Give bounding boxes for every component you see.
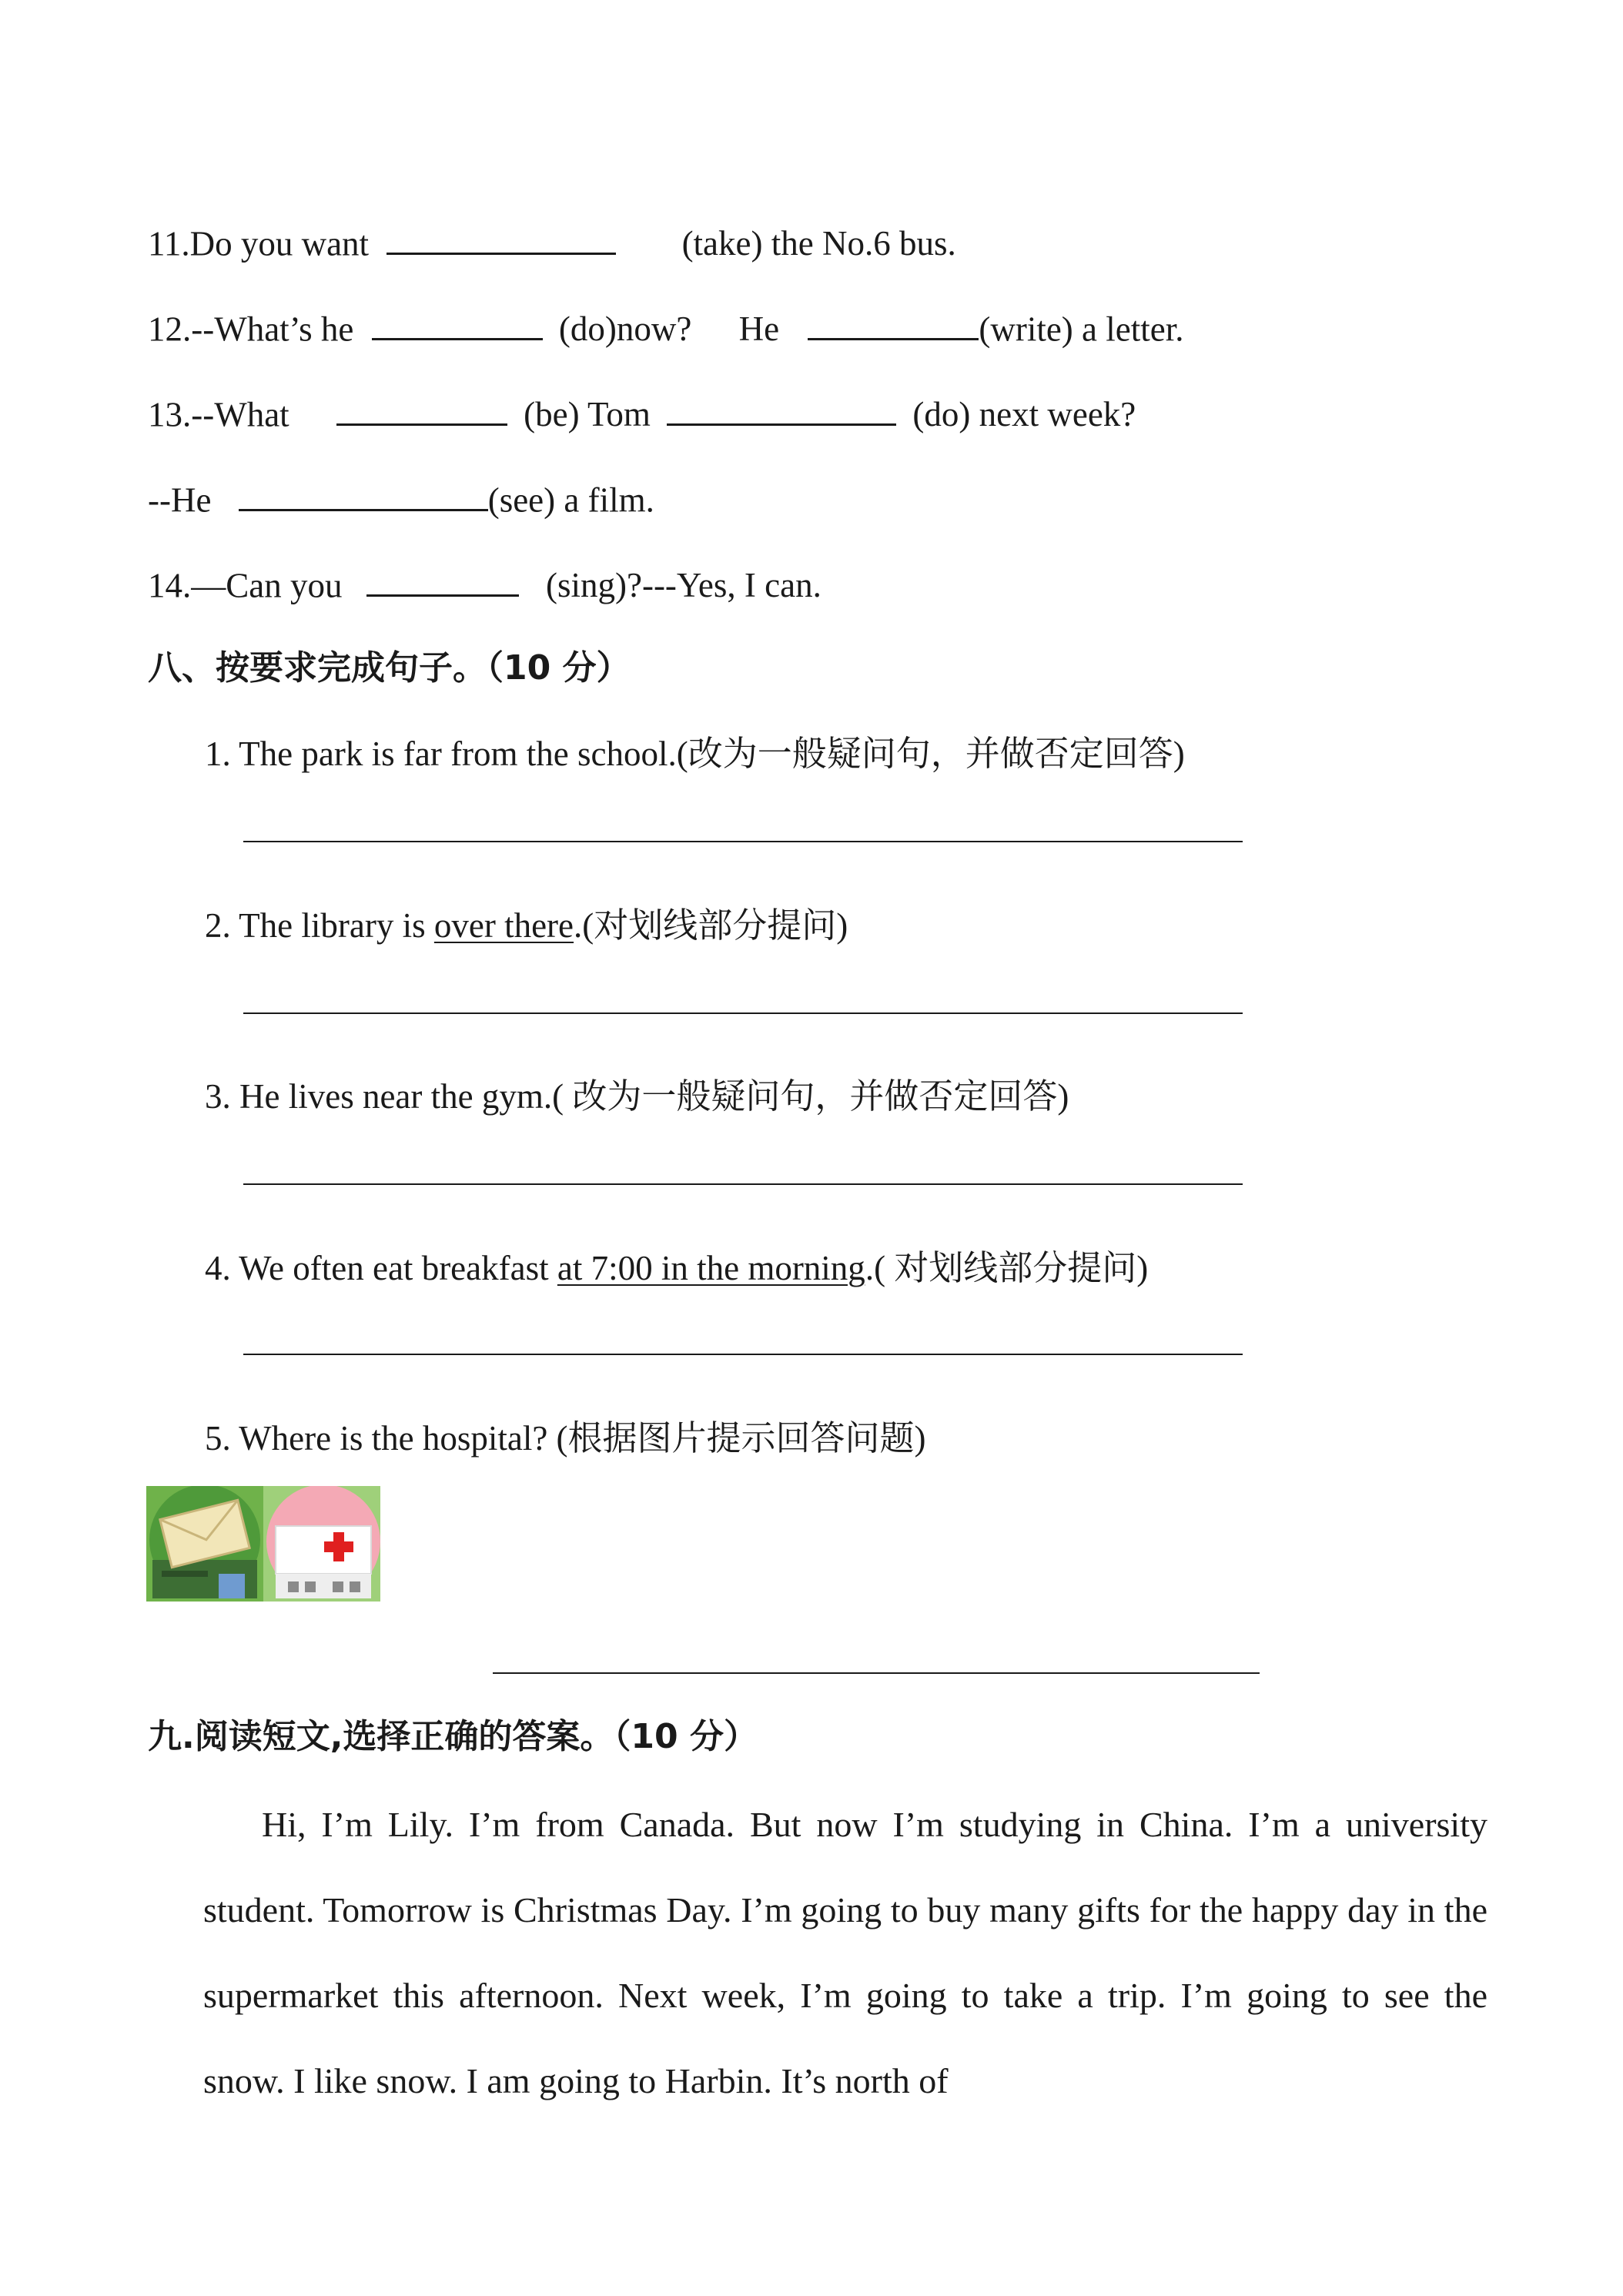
question-13-answer [148, 480, 654, 520]
q13b-text-b: (see) a film. [487, 480, 654, 520]
s8-item-4 [205, 1251, 1148, 1286]
s8-item-1-text: 1. The park is far from the school.(改为一般疑问句，并做否定回答) [205, 735, 1185, 773]
s8-item-2-text: 2. The library is [205, 906, 434, 945]
q13b-text-a: --He [148, 480, 212, 520]
s8-item-5-text: 5. Where is the hospital? (根据图片提示回答问题) [205, 1419, 926, 1458]
section-9-heading: 九.阅读短文,选择正确的答案。（10 分） [148, 1717, 758, 1756]
s8-item-2-underlined: over there [433, 906, 574, 945]
q11-blank[interactable] [387, 223, 616, 255]
s8-item-5 [205, 1421, 926, 1456]
s8-item-3 [205, 1079, 1069, 1114]
map-hint-image [146, 1486, 380, 1602]
s8-item-3-text: 3. He lives near the gym.( 改为一般疑问句，并做否定回答) [205, 1077, 1069, 1116]
post-office-door [219, 1574, 245, 1598]
q13-blank-1[interactable] [336, 394, 507, 426]
q12-text-a: 12.--What’s he [148, 310, 354, 349]
s8-answer-line-3[interactable] [243, 1183, 1243, 1185]
s8-answer-line-1[interactable] [243, 841, 1243, 842]
s8-item-4-text: 4. We often eat breakfast [205, 1249, 557, 1287]
q13-blank-2[interactable] [667, 394, 896, 426]
s8-item-4-underlined: at 7:00 in the morning [557, 1249, 865, 1287]
s8-item-2 [205, 906, 848, 945]
question-12 [148, 309, 1184, 349]
q11-text-a: 11.Do you want [148, 224, 370, 263]
q12-text-d: (write) a letter. [979, 310, 1184, 349]
q12-text-c: He [738, 310, 780, 349]
s8-answer-line-2[interactable] [243, 1012, 1243, 1014]
q13-text-b: (be) Tom [524, 395, 651, 434]
s8-item-1 [205, 737, 1185, 771]
hospital-building [276, 1526, 371, 1574]
q12-blank-2[interactable] [808, 309, 979, 340]
q12-text-b: (do)now? [558, 310, 692, 349]
post-office-hospital-picture [146, 1486, 380, 1602]
q13-text-a: 13.--What [148, 395, 289, 434]
q14-text-b: (sing)?---Yes, I can. [546, 566, 822, 605]
q13-text-c: (do) next week? [912, 395, 1136, 434]
q12-blank-1[interactable] [372, 309, 543, 340]
s8-item-4-text-post: .( 对划线部分提问) [865, 1249, 1149, 1287]
question-14 [148, 565, 822, 603]
s8-answer-line-5[interactable] [493, 1672, 1260, 1674]
reading-passage: Hi, I’m Lily. I’m from Canada. But now I’m studying in China. I’m a university student. Tomorrow is Christmas Day. I’m going to buy many gifts for the happy day in the supermarket this afternoon. Next week, I’m going to take a trip. I’m going to see the snow. I like snow. I am going to Harbin. It’s north of [203, 1805, 1487, 2100]
question-13 [148, 394, 1136, 432]
s8-item-2-text-post: .(对划线部分提问) [574, 906, 848, 945]
question-11 [148, 223, 956, 261]
q14-text-a: 14.—Can you [148, 566, 343, 605]
s8-answer-line-4[interactable] [243, 1354, 1243, 1355]
q14-blank[interactable] [366, 565, 519, 597]
q11-text-b: (take) the No.6 bus. [681, 224, 956, 263]
q13b-blank[interactable] [239, 480, 488, 511]
section-8-heading: 八、按要求完成句子。（10 分） [148, 648, 631, 688]
